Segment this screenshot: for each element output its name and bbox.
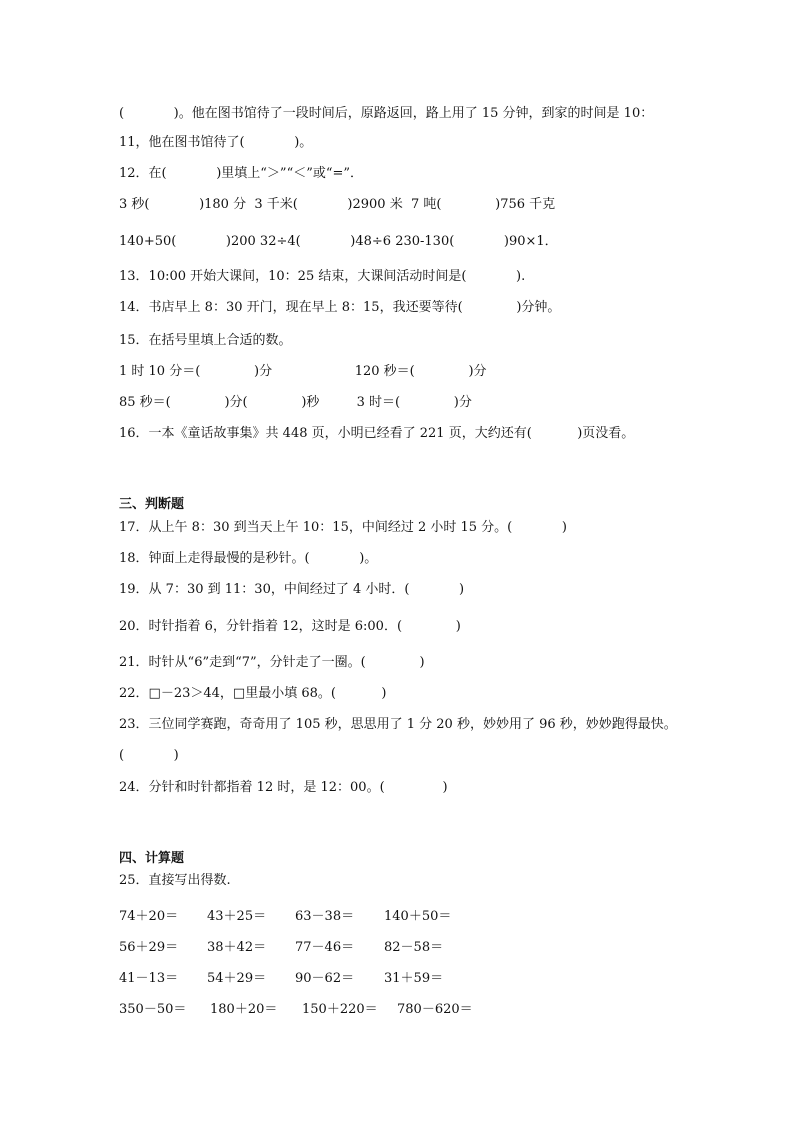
q11-line2: 11，他在图书馆待了( )。 [119, 135, 313, 150]
q23-answer-paren: ( ) [119, 748, 179, 763]
q12-row2: 140+50( )200 32÷4( )48÷6 230-130( )90×1． [119, 234, 558, 249]
calc-item: 63－38＝ [295, 909, 355, 924]
q13-text: 13．10:00 开始大课间，10：25 结束，大课间活动时间是( ). [119, 269, 526, 284]
calc-item: 31＋59＝ [384, 971, 444, 986]
calc-item: 54＋29＝ [207, 971, 267, 986]
q12-row1: 3 秒( )180 分 3 千米( )2900 米 7 吨( )756 千克 [119, 197, 556, 212]
q15-row1: 1 时 10 分＝( )分 120 秒＝( )分 [119, 364, 487, 379]
q16-text: 16．一本《童话故事集》共 448 页，小明已经看了 221 页，大约还有( )页没看。 [119, 426, 635, 441]
q14-text: 14．书店早上 8：30 开门，现在早上 8：15，我还要等待( )分钟。 [119, 300, 561, 315]
section4-title: 四、计算题 [119, 851, 185, 866]
calc-item: 74＋20＝ [119, 909, 179, 924]
calc-item: 150＋220＝ [302, 1002, 378, 1017]
q25-title: 25．直接写出得数. [119, 873, 231, 888]
calc-item: 82－58＝ [384, 940, 444, 955]
calc-item: 780－620＝ [397, 1002, 473, 1017]
q11-line1: ( )。他在图书馆待了一段时间后，原路返回，路上用了 15 分钟，到家的时间是 10： [119, 106, 654, 121]
q20-text: 20．时针指着 6，分针指着 12，这时是 6:00．( ) [119, 619, 461, 634]
calc-item: 350－50＝ [119, 1002, 187, 1017]
calc-item: 90－62＝ [295, 971, 355, 986]
q15-row2: 85 秒＝( )分( )秒 3 时＝( )分 [119, 395, 472, 410]
calc-item: 43＋25＝ [207, 909, 267, 924]
q22-text: 22．□－23＞44，□里最小填 68。( ) [119, 686, 387, 701]
q15-title: 15．在括号里填上合适的数。 [119, 333, 292, 348]
q21-text: 21．时针从“6”走到“7”，分针走了一圈。( ) [119, 655, 425, 670]
calc-item: 41－13＝ [119, 971, 179, 986]
calc-item: 56＋29＝ [119, 940, 179, 955]
q23-text: 23．三位同学赛跑，奇奇用了 105 秒，思思用了 1 分 20 秒，妙妙用了 96 秒，妙妙跑得最快。 [119, 717, 677, 732]
calc-item: 77－46＝ [295, 940, 355, 955]
calc-item: 38＋42＝ [207, 940, 267, 955]
q18-text: 18．钟面上走得最慢的是秒针。( )。 [119, 551, 378, 566]
q24-text: 24．分针和时针都指着 12 时，是 12：00。( ) [119, 780, 448, 795]
q12-title: 12．在( )里填上“＞”“＜”或“=”． [119, 166, 364, 181]
q19-text: 19．从 7：30 到 11：30，中间经过了 4 小时．( ) [119, 582, 465, 597]
section3-title: 三、判断题 [119, 497, 185, 512]
calc-item: 180＋20＝ [210, 1002, 278, 1017]
q17-text: 17．从上午 8：30 到当天上午 10：15，中间经过 2 小时 15 分。( ) [119, 520, 567, 535]
calc-item: 140＋50＝ [384, 909, 452, 924]
